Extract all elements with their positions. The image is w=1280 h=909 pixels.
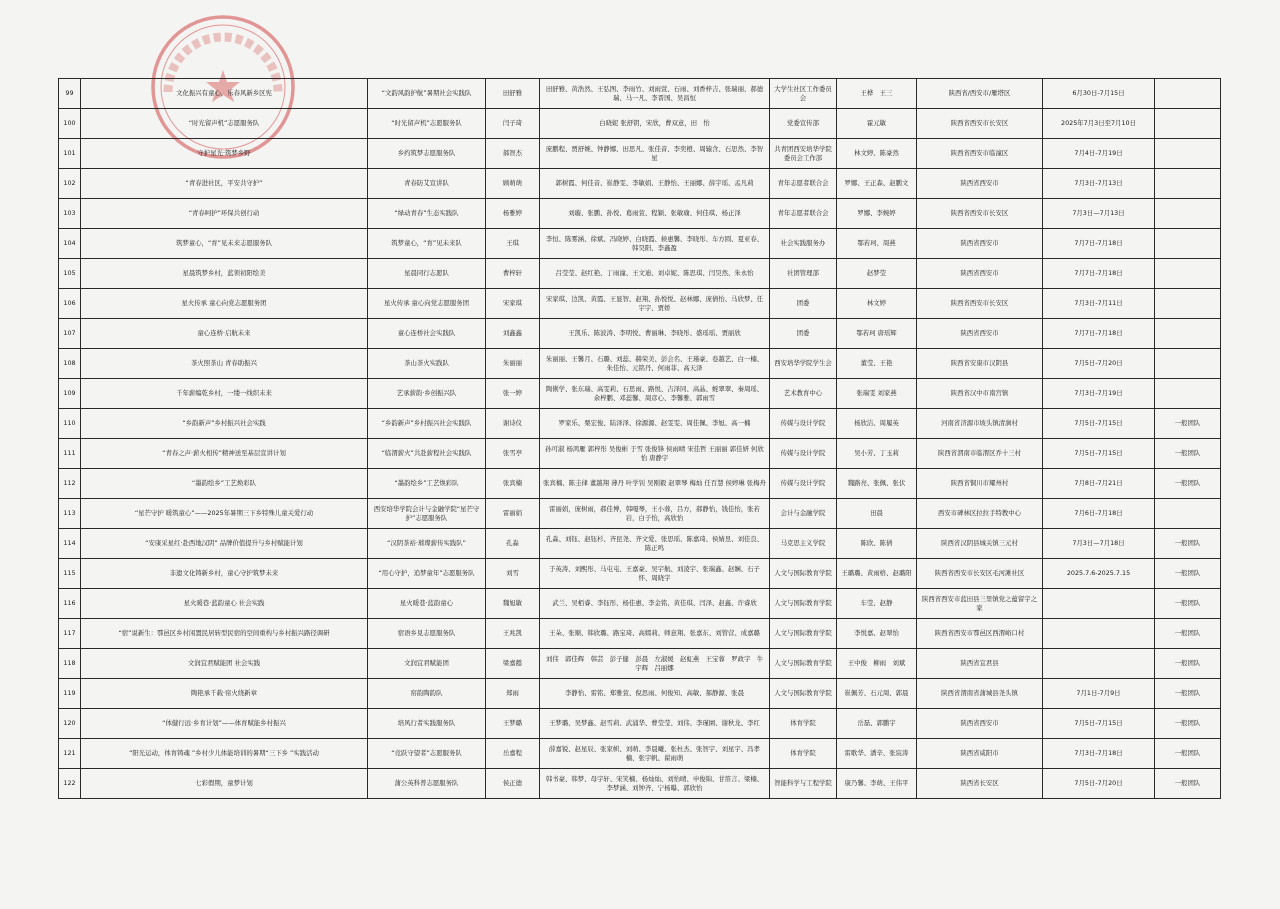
cell-number: 120 — [59, 709, 81, 739]
cell-time: 2025.7.6-2025.7.15 — [1043, 559, 1155, 589]
cell-unit: 传媒与设计学院 — [770, 469, 837, 499]
cell-advisor: 鄂若珂 唐瑶辉 — [837, 319, 917, 349]
cell-remark: 一般团队 — [1155, 559, 1221, 589]
cell-number: 105 — [59, 259, 81, 289]
cell-remark: 一般团队 — [1155, 619, 1221, 649]
cell-team-name: 茶山茶火实践队 — [368, 349, 486, 379]
cell-members: 郭树霞、何佳音、崔静雯、李敏娟、王静怡、王丽娜、薛宇瑶、孟凡莉 — [540, 169, 770, 199]
cell-location: 陕西省长安区 — [917, 769, 1043, 799]
cell-advisor: 霍元敏 — [837, 109, 917, 139]
table-row — [59, 169, 1221, 199]
cell-team-name: 艺承薪韵·乡创振兴队 — [368, 379, 486, 409]
cell-project-name: “安康采星红·赴西地汉阴” 品牌价值提升与乡村赋能计划 — [81, 529, 368, 559]
cell-advisor: 林文婷 — [837, 289, 917, 319]
cell-number: 100 — [59, 109, 81, 139]
cell-remark — [1155, 79, 1221, 109]
cell-team-name: 乡约筑梦志愿服务队 — [368, 139, 486, 169]
cell-team-leader: 张宾楠 — [486, 469, 540, 499]
cell-remark — [1155, 379, 1221, 409]
cell-time: 7月3日-7月11日 — [1043, 289, 1155, 319]
cell-unit: 党委宣传部 — [770, 109, 837, 139]
cell-unit: 人文与国际教育学院 — [770, 589, 837, 619]
cell-advisor: 罗娜、李婉婷 — [837, 199, 917, 229]
cell-remark: 一般团队 — [1155, 439, 1221, 469]
cell-members: 宋家琪、边凯、黄霞、王显智、赵翔、孙悦悦、赵林娜、庞倩怡、马欣梦、任宇宇、贾娇 — [540, 289, 770, 319]
table-row — [59, 199, 1221, 229]
cell-team-name: 筑梦童心，“育”见未来队 — [368, 229, 486, 259]
cell-location: 陕西省西安市长安区 — [917, 109, 1043, 139]
cell-advisor: 吴小芳、丁玉莉 — [837, 439, 917, 469]
cell-unit: 青年志愿者联合会 — [770, 169, 837, 199]
cell-advisor: 康乃馨、李萌、王伟平 — [837, 769, 917, 799]
cell-team-name: 童心连桥社会实践队 — [368, 319, 486, 349]
cell-unit: 团委 — [770, 319, 837, 349]
cell-time — [1043, 649, 1155, 679]
cell-time — [1043, 589, 1155, 619]
cell-members: 朱丽丽、王馨月、石璐、刘蕊、赫荣美、彭会名、王瑾豪、卷越艺、白一楠、朱佳怡、元铭丹、何雨菲、高天泽 — [540, 349, 770, 379]
cell-team-leader: 郝智杰 — [486, 139, 540, 169]
cell-team-leader: 魏旭敏 — [486, 589, 540, 619]
cell-location: 陕西省西安市长安区 — [917, 199, 1043, 229]
cell-location: 陕西省铜川市耀州村 — [917, 469, 1043, 499]
cell-project-name: 文润宜君赋能团 社会实践 — [81, 649, 368, 679]
cell-project-name: 七彩假期，童梦计划 — [81, 769, 368, 799]
cell-remark — [1155, 109, 1221, 139]
roster-table — [58, 78, 1221, 799]
cell-number: 99 — [59, 79, 81, 109]
cell-time: 7月3日—7月18日 — [1043, 529, 1155, 559]
cell-remark: 一般团队 — [1155, 769, 1221, 799]
table-row — [59, 499, 1221, 529]
roster-rows — [59, 79, 1221, 799]
cell-time: 6月30日-7月15日 — [1043, 79, 1155, 109]
cell-advisor: 杨欣洁、周履英 — [837, 409, 917, 439]
cell-advisor: 陈欣、陈倩 — [837, 529, 917, 559]
cell-project-name: 星火暖巷·蓝韵童心 社会实践 — [81, 589, 368, 619]
cell-project-name: “青春进社区，平安共守护” — [81, 169, 368, 199]
cell-team-name: 星火暖巷·蓝韵童心 — [368, 589, 486, 619]
cell-members: 刘璇、张鹏、孙悦、葛雨萱、程颖、张敏瑜、何佳琪、杨正泽 — [540, 199, 770, 229]
table-row — [59, 139, 1221, 169]
cell-unit: 团委 — [770, 289, 837, 319]
cell-advisor: 雷歌华、潘辛、张宸涛 — [837, 739, 917, 769]
cell-location: 陕西省西安市 — [917, 709, 1043, 739]
cell-members: 韩书豪、韩梦、母宇轩、宋笑楠、杨灿灿、刘怡晴、申俊锦、甘笛言、梁楠、李梦涵、刘钟齐、宁杨曝、郭欣怡 — [540, 769, 770, 799]
cell-location: 陕西省西安市蓝田县三里镇党之蕴留宇之家 — [917, 589, 1043, 619]
cell-advisor: 魏路亮、张佩、张伏 — [837, 469, 917, 499]
table-row — [59, 709, 1221, 739]
cell-remark: 一般团队 — [1155, 589, 1221, 619]
cell-team-name: “时光留声机”志愿服务队 — [368, 109, 486, 139]
cell-time: 7月5日-7月20日 — [1043, 769, 1155, 799]
cell-project-name: 童心连桥·启航未来 — [81, 319, 368, 349]
cell-unit: 人文与国际教育学院 — [770, 559, 837, 589]
table-row — [59, 739, 1221, 769]
cell-unit: 人文与国际教育学院 — [770, 649, 837, 679]
cell-project-name: “时光留声机”志愿服务队 — [81, 109, 368, 139]
cell-number: 107 — [59, 319, 81, 349]
cell-team-leader: 王琪 — [486, 229, 540, 259]
table-row — [59, 529, 1221, 559]
cell-number: 115 — [59, 559, 81, 589]
cell-number: 114 — [59, 529, 81, 559]
cell-advisor: 林文婷、陈豪然 — [837, 139, 917, 169]
cell-number: 103 — [59, 199, 81, 229]
cell-project-name: “星芒守护 暖筑童心”——2025年暑期三下乡特殊儿童关爱行动 — [81, 499, 368, 529]
cell-team-leader: 谢诗仪 — [486, 409, 540, 439]
cell-members: 庞鹏程、贾舒婉、钟静娜、田思凡、张佳音、李奕橙、周辕含、石思然、李智星 — [540, 139, 770, 169]
cell-members: 王梦璐、吴梦鑫、赵雪莉、武浦华、曹莹莹、刘伟、李瑾園、谢秋龙、李红 — [540, 709, 770, 739]
table-row — [59, 379, 1221, 409]
cell-location: 河南省济源市坡头镇清涧村 — [917, 409, 1043, 439]
cell-unit: 社会实践服务办 — [770, 229, 837, 259]
cell-unit: 体育学院 — [770, 709, 837, 739]
cell-time: 7月3日-7月18日 — [1043, 739, 1155, 769]
cell-team-leader: 田舒雅 — [486, 79, 540, 109]
table-row — [59, 109, 1221, 139]
cell-location: 陕西省西安市 — [917, 169, 1043, 199]
cell-remark: 一般团队 — [1155, 679, 1221, 709]
cell-team-leader: 刘雪 — [486, 559, 540, 589]
cell-location: 陕西省/西安市/雁塔区 — [917, 79, 1043, 109]
cell-remark: 一般团队 — [1155, 649, 1221, 679]
cell-team-leader: 刘鑫鑫 — [486, 319, 540, 349]
cell-number: 110 — [59, 409, 81, 439]
cell-number: 113 — [59, 499, 81, 529]
cell-number: 112 — [59, 469, 81, 499]
cell-team-name: 宿语乡見志愿服务队 — [368, 619, 486, 649]
cell-team-name: “用心守护，追梦童年”志愿服务队 — [368, 559, 486, 589]
cell-number: 109 — [59, 379, 81, 409]
cell-number: 118 — [59, 649, 81, 679]
cell-time: 7月7日-7月18日 — [1043, 229, 1155, 259]
cell-number: 121 — [59, 739, 81, 769]
cell-team-name: “乡韵新声”乡村振兴社会实践队 — [368, 409, 486, 439]
cell-remark — [1155, 229, 1221, 259]
cell-remark: 一般团队 — [1155, 409, 1221, 439]
cell-location: 西安市碑林区拉拉手特教中心 — [917, 499, 1043, 529]
cell-team-leader: 岳嘉程 — [486, 739, 540, 769]
cell-members: 田舒雅、黄浩然、王弘图、李雨竹、刘雨萱、石雨、刘香梓吉、张瑞丽、郝德瑞、马一凡、李晋国、吴昌恒 — [540, 79, 770, 109]
cell-team-leader: 侯正德 — [486, 769, 540, 799]
table-row — [59, 619, 1221, 649]
cell-project-name: 陶艳承千载·窑火绕新章 — [81, 679, 368, 709]
cell-remark — [1155, 169, 1221, 199]
cell-team-name: 星晨同行志愿队 — [368, 259, 486, 289]
cell-project-name: “乡韵新声”乡村振兴社会实践 — [81, 409, 368, 439]
table-row — [59, 289, 1221, 319]
table-row — [59, 229, 1221, 259]
cell-time: 7月3日-7月19日 — [1043, 379, 1155, 409]
table-row — [59, 349, 1221, 379]
cell-location: 陕西省安康市汉阴县 — [917, 349, 1043, 379]
cell-number: 119 — [59, 679, 81, 709]
cell-advisor: 鄂若珂、周燕 — [837, 229, 917, 259]
cell-remark: 一般团队 — [1155, 529, 1221, 559]
cell-team-name: 蒲公英科普志愿服务队 — [368, 769, 486, 799]
cell-members: 吕莹莹、赵红艳、丁雨潼、王文迪、刘卓妮、陈思琪、闫昊然、朱永怡 — [540, 259, 770, 289]
cell-advisor: 王中俊 柳雨 刘斌 — [837, 649, 917, 679]
cell-time: 7月3日—7月13日 — [1043, 199, 1155, 229]
cell-location: 陕西省西安市 — [917, 259, 1043, 289]
cell-project-name: “阳光运动，体育铸魂 ”乡村少儿体能培训的暑期“三下乡 ”实践活动 — [81, 739, 368, 769]
cell-location: 陕西省西安市 — [917, 229, 1043, 259]
cell-advisor: 崔佩芳、石元周、郭晨 — [837, 679, 917, 709]
cell-advisor: 田晨 — [837, 499, 917, 529]
cell-number: 108 — [59, 349, 81, 379]
cell-team-name: “墨韵绘乡”工艺焕彩队 — [368, 469, 486, 499]
cell-advisor: 董莹、王艳 — [837, 349, 917, 379]
cell-team-leader: 王兆凯 — [486, 619, 540, 649]
cell-time: 7月5日-7月15日 — [1043, 709, 1155, 739]
cell-time: 7月7日-7月18日 — [1043, 259, 1155, 289]
table-row — [59, 589, 1221, 619]
cell-project-name: 文化振兴有童心，乐春风新乡区宪 — [81, 79, 368, 109]
cell-advisor: 车莹、赵静 — [837, 589, 917, 619]
cell-number: 116 — [59, 589, 81, 619]
cell-unit: 马克思主义学院 — [770, 529, 837, 559]
cell-project-name: “青春呵护”环保共创行动 — [81, 199, 368, 229]
cell-project-name: 筑梦童心，“育”见未来志愿服务队 — [81, 229, 368, 259]
cell-remark — [1155, 349, 1221, 379]
cell-team-name: 星火传承 童心向党志愿服务团 — [368, 289, 486, 319]
cell-team-leader: 顾萌萌 — [486, 169, 540, 199]
cell-time — [1043, 619, 1155, 649]
cell-remark: 一般团队 — [1155, 709, 1221, 739]
cell-time: 7月1日-7月9日 — [1043, 679, 1155, 709]
cell-team-leader: 张雪亭 — [486, 439, 540, 469]
cell-team-leader: 张一婷 — [486, 379, 540, 409]
cell-team-leader: 朱丽丽 — [486, 349, 540, 379]
cell-unit: 人文与国际教育学院 — [770, 619, 837, 649]
cell-unit: 大学生社区工作委员会 — [770, 79, 837, 109]
cell-members: 白晓妮 张舒钥，宋欣，曹双意，田 怡 — [540, 109, 770, 139]
table-row — [59, 469, 1221, 499]
cell-project-name: “墨韵绘乡”工艺焕彩队 — [81, 469, 368, 499]
cell-project-name: “宿”说新生：鄠邑区乡村闲置民居转型民宿的空间重构与乡村振兴路径调研 — [81, 619, 368, 649]
cell-team-name: “文韵风韵护航”暑期社会实践队 — [368, 79, 486, 109]
cell-project-name: 星晨筑梦乡村，蓝领初阳绘美 — [81, 259, 368, 289]
cell-members: 陶俐学、张东瑞、高雯莉、石思雨、路悦、吉泽同、高晶、蛭翠翠、秦周瑶、余梓鹏、邓蕊馨、周彦心、李馨雅、郭雨雪 — [540, 379, 770, 409]
cell-team-leader: 梁嘉懿 — [486, 649, 540, 679]
cell-members: 罗家乐、栗宏俊、陆泽泽、徐源源、赵雯雯、周佳佩、李旭、高一楠 — [540, 409, 770, 439]
cell-members: 薛嘉锐、赵星辰、张家帜、刘萌、李晨曦、张杜杰、张智宇、刘星宇、冯孝楠、张宇帆、翟雨萌 — [540, 739, 770, 769]
cell-time: 7月8日-7月21日 — [1043, 469, 1155, 499]
cell-team-name: 培风行者实践服务队 — [368, 709, 486, 739]
cell-time: 2025年7月3日至7月10日 — [1043, 109, 1155, 139]
cell-project-name: 守护星光·筑梦乡野 — [81, 139, 368, 169]
cell-time: 7月5日-7月20日 — [1043, 349, 1155, 379]
cell-location: 陕西省西安市长安区毛河滩社区 — [917, 559, 1043, 589]
cell-time: 7月4日-7月19日 — [1043, 139, 1155, 169]
cell-remark — [1155, 499, 1221, 529]
cell-time: 7月7日-7月18日 — [1043, 319, 1155, 349]
cell-unit: 共青团西安培华学院委员会工作部 — [770, 139, 837, 169]
cell-location: 陕西省咸阳市 — [917, 739, 1043, 769]
cell-project-name: 千年薪编乾乡村，一缕一线织未来 — [81, 379, 368, 409]
cell-unit: 人文与国际教育学院 — [770, 679, 837, 709]
cell-advisor: 岳磊、郭鹏宇 — [837, 709, 917, 739]
cell-team-name: “绿动青春”生态实践队 — [368, 199, 486, 229]
cell-team-leader: 王梦璐 — [486, 709, 540, 739]
cell-members: 孔淼、刘钰、赵钰杉、齐昆尧、齐文爱、张思瑶、陈嘉琦、侯婧昱、刘佳良、陈正鸣 — [540, 529, 770, 559]
cell-project-name: “体健行远·乡育计划”——体育赋能乡村振兴 — [81, 709, 368, 739]
cell-location: 陕西省西安市临潼区 — [917, 139, 1043, 169]
table-row — [59, 559, 1221, 589]
cell-team-leader: 郑雨 — [486, 679, 540, 709]
table-row — [59, 259, 1221, 289]
cell-location: 陕西省西安市长安区 — [917, 289, 1043, 319]
cell-number: 111 — [59, 439, 81, 469]
cell-members: 孙可淑 杨鸿雁 郭梓彤 吴俊彬 于雪 张俊锋 侯雨晴 宋佳哲 王丽丽 郭佳妍 何欣怡 唐静宇 — [540, 439, 770, 469]
cell-team-leader: 雷丽娟 — [486, 499, 540, 529]
cell-remark — [1155, 199, 1221, 229]
cell-location: 陕西省汉阴县城关镇三元村 — [917, 529, 1043, 559]
cell-members: 王凯乐、陈波涛、李明悦、曹丽琳、李晓彤、盛瑶瑶、贾丽欣 — [540, 319, 770, 349]
cell-team-leader: 杨雅婷 — [486, 199, 540, 229]
cell-remark — [1155, 259, 1221, 289]
cell-team-leader: 曹梓轩 — [486, 259, 540, 289]
cell-unit: 智能科学与工程学院 — [770, 769, 837, 799]
cell-project-name: 非遗文化铸新乡村，童心守护筑梦未来 — [81, 559, 368, 589]
cell-location: 陕西省宜君县 — [917, 649, 1043, 679]
cell-team-name: 青春防艾宣讲队 — [368, 169, 486, 199]
cell-team-name: “竞跃守望者”志愿服务队 — [368, 739, 486, 769]
cell-unit: 传媒与设计学院 — [770, 409, 837, 439]
cell-members: 武兰、吴栢睿、李钰彤、杨佳惠、李金铭、黄佳琪、闫泽、赵鑫、许睿欣 — [540, 589, 770, 619]
cell-advisor: 罗娜、王正森、赵鹏文 — [837, 169, 917, 199]
cell-members: 雷丽娟，庞树雨，郝佳博，韩嘎琴，王小蓉，吕方，郝静怡，钱佳怡，张若岩，白子怡，高欣怡 — [540, 499, 770, 529]
cell-remark — [1155, 319, 1221, 349]
cell-advisor: 王璐璐、黄雨格、赵璐阳 — [837, 559, 917, 589]
cell-project-name: “青春之声·薪火相传”精神送至基层宣讲计划 — [81, 439, 368, 469]
cell-location: 陕西省西安市 — [917, 319, 1043, 349]
cell-members: 于英涛、刘熙彤、马屯屯、王嘉豪、吴宇航、刘凌宇、张瑞鑫、赵娴、石子怀、周晓宇 — [540, 559, 770, 589]
cell-members: 王朵、张顺、韩欣璐、路宝琦、高嫣莉、师意翔、张嘉东、刘管营、成嘉璐 — [540, 619, 770, 649]
cell-members: 李静怡、雷铭、郑雅萱、倪思雨、何俊知、高敏、郝静源、张晨 — [540, 679, 770, 709]
cell-team-leader: 闫子琦 — [486, 109, 540, 139]
cell-team-leader: 孔淼 — [486, 529, 540, 559]
cell-unit: 西安培华学院学生会 — [770, 349, 837, 379]
cell-team-name: “汉阴茶裕·璀璨薪传实践队” — [368, 529, 486, 559]
cell-unit: 艺术教育中心 — [770, 379, 837, 409]
cell-unit: 会计与金融学院 — [770, 499, 837, 529]
cell-number: 106 — [59, 289, 81, 319]
cell-members: 刘伟 郭佳辉 韩芸 彭子健 彭晨 左淑媛 赵虹燕 王宝蓉 罗政宇 牛宇辉 吕丽娜 — [540, 649, 770, 679]
cell-remark — [1155, 139, 1221, 169]
cell-remark: 一般团队 — [1155, 739, 1221, 769]
cell-advisor: 张瑞雯 刘家燕 — [837, 379, 917, 409]
cell-unit: 社团管理部 — [770, 259, 837, 289]
cell-number: 101 — [59, 139, 81, 169]
cell-advisor: 李悦嘉、赵翠怡 — [837, 619, 917, 649]
cell-unit: 传媒与设计学院 — [770, 439, 837, 469]
table-row — [59, 769, 1221, 799]
cell-advisor: 王桦 王三 — [837, 79, 917, 109]
table-row — [59, 319, 1221, 349]
cell-remark: 一般团队 — [1155, 469, 1221, 499]
cell-number: 102 — [59, 169, 81, 199]
cell-number: 122 — [59, 769, 81, 799]
cell-location: 陕西省渭南省蒲城县尧头镇 — [917, 679, 1043, 709]
cell-time: 7月6日-7月18日 — [1043, 499, 1155, 529]
cell-team-name: 窑韵陶韵队 — [368, 679, 486, 709]
table-row — [59, 649, 1221, 679]
cell-team-name: 文润宜君赋能团 — [368, 649, 486, 679]
cell-time: 7月3日-7月13日 — [1043, 169, 1155, 199]
cell-number: 104 — [59, 229, 81, 259]
cell-project-name: 星火传承 童心向党志愿服务团 — [81, 289, 368, 319]
cell-advisor: 赵梦莹 — [837, 259, 917, 289]
cell-team-name: “临渭薪火”共赴薪程社会实践队 — [368, 439, 486, 469]
cell-time: 7月5日-7月15日 — [1043, 439, 1155, 469]
cell-location: 陕西省汉中市南宫镇 — [917, 379, 1043, 409]
cell-project-name: 茶火照茶山 青春助振兴 — [81, 349, 368, 379]
cell-location: 陕西省西安市鄠邑区西渭峪口村 — [917, 619, 1043, 649]
cell-location: 陕西省渭南市临渭区乔十三村 — [917, 439, 1043, 469]
table-row — [59, 439, 1221, 469]
table-row — [59, 79, 1221, 109]
table-row — [59, 679, 1221, 709]
cell-members: 张宾楠、陈圭律 董越翔 薄丹 叶学钊 吴刚毅 赵翠琴 梅灿 任百慧 侯婷琳 张梅舟 — [540, 469, 770, 499]
cell-time: 7月5日-7月15日 — [1043, 409, 1155, 439]
cell-team-name: 西安培华学院会计与金融学院“星芒守护”志愿服务队 — [368, 499, 486, 529]
cell-members: 李恒、陈雾涵、徐斌、冯晓婷、白晓霞、候惠馨、李晓彤、车方圆、夏亚春、韩昊阳、李鑫盈 — [540, 229, 770, 259]
cell-unit: 青年志愿者联合会 — [770, 199, 837, 229]
cell-number: 117 — [59, 619, 81, 649]
cell-team-leader: 宋家琪 — [486, 289, 540, 319]
cell-remark — [1155, 289, 1221, 319]
cell-unit: 体育学院 — [770, 739, 837, 769]
table-row — [59, 409, 1221, 439]
